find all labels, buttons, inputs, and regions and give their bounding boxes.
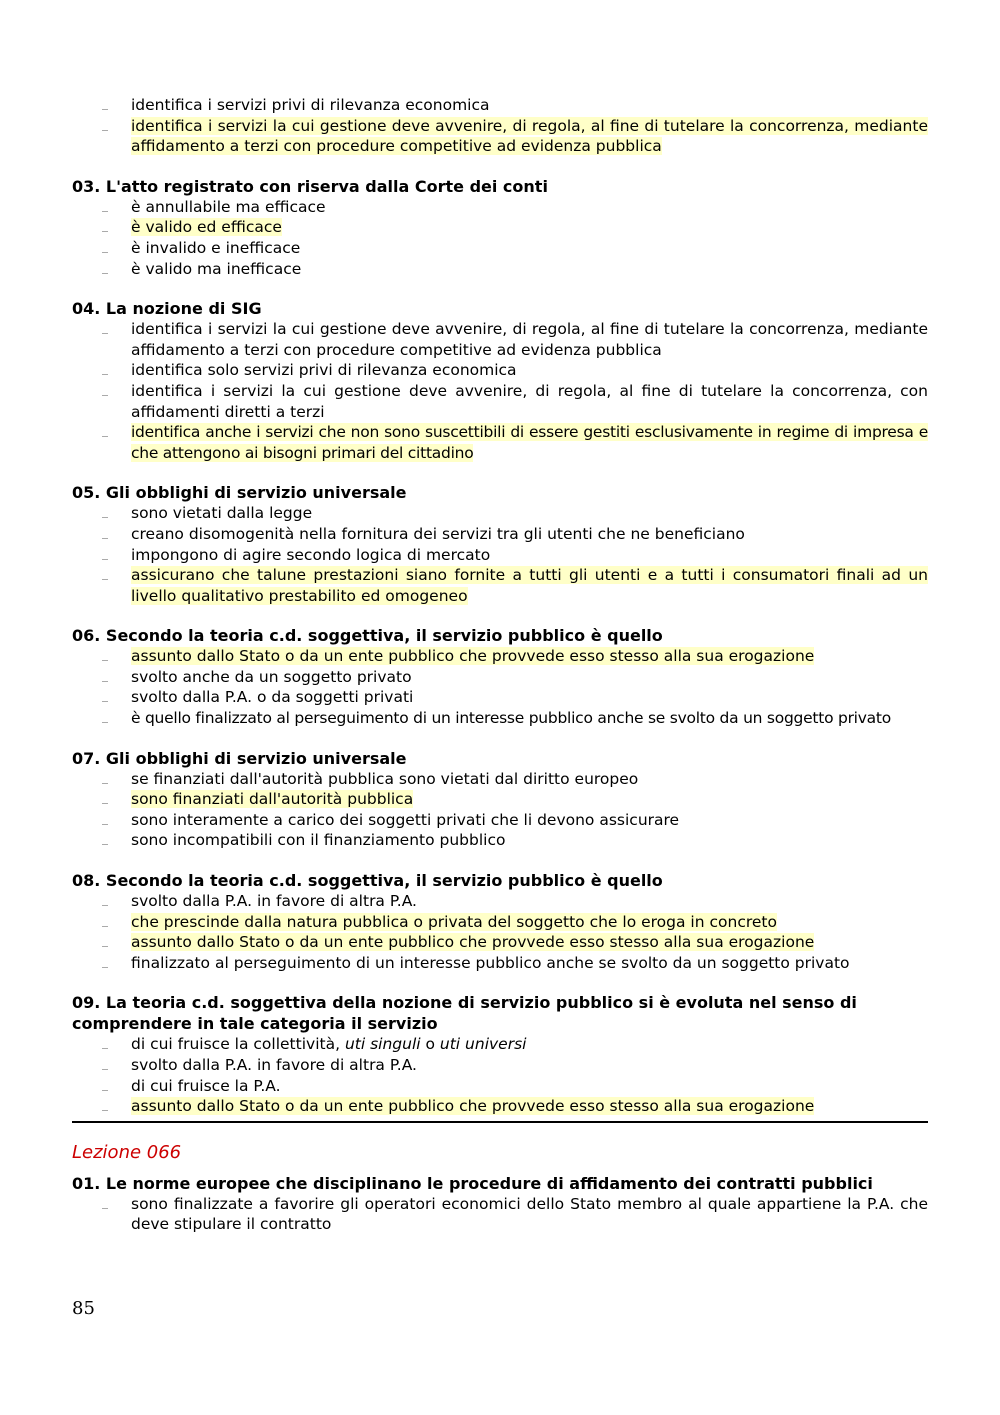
- answer-option-correct: che prescinde dalla natura pubblica o privata del soggetto che lo eroga in concreto: [72, 912, 928, 933]
- answer-option: di cui fruisce la collettività, uti singuli o uti universi: [72, 1034, 928, 1055]
- answer-option: svolto anche da un soggetto privato: [72, 667, 928, 688]
- question-05: [72, 482, 928, 606]
- question-04: [72, 298, 928, 463]
- question-title: 08. Secondo la teoria c.d. soggettiva, il servizio pubblico è quello: [72, 871, 663, 891]
- answer-option-correct: assicurano che talune prestazioni siano fornite a tutti gli utenti e a tutti i consumatori finali ad un livello qualitativo prestabilito ed omogeneo: [72, 565, 928, 606]
- answer-option: finalizzato al perseguimento di un interesse pubblico anche se svolto da un soggetto privato: [72, 953, 928, 974]
- answer-option: impongono di agire secondo logica di mercato: [72, 545, 928, 566]
- question-title: 07. Gli obblighi di servizio universale: [72, 748, 407, 768]
- question-07: [72, 748, 928, 851]
- question-title: 03. L'atto registrato con riserva dalla Corte dei conti: [72, 176, 548, 196]
- question-09: [72, 992, 928, 1116]
- question-03: [72, 176, 928, 279]
- answer-list: [72, 503, 928, 606]
- question-06: [72, 625, 928, 728]
- answer-list: [72, 319, 928, 463]
- question-08: [72, 870, 928, 973]
- answer-option: di cui fruisce la P.A.: [72, 1076, 928, 1097]
- lesson-heading: Lezione 066: [72, 1141, 182, 1163]
- answer-list: [72, 1034, 928, 1116]
- answer-option-correct: assunto dallo Stato o da un ente pubblico che provvede esso stesso alla sua erogazione: [72, 932, 928, 953]
- answer-option: è annullabile ma efficace: [72, 197, 928, 218]
- answer-option: sono interamente a carico dei soggetti privati che li devono assicurare: [72, 810, 928, 831]
- section-divider: [72, 1121, 928, 1123]
- question-title: 04. La nozione di SIG: [72, 299, 262, 319]
- answer-option: se finanziati dall'autorità pubblica sono vietati dal diritto europeo: [72, 769, 928, 790]
- document-page: [72, 95, 928, 1254]
- page-number: 85: [72, 1298, 95, 1319]
- answer-option: identifica i servizi la cui gestione deve avvenire, di regola, al fine di tutelare la concorrenza, con affidamenti diretti a terzi: [72, 381, 928, 422]
- answer-option: è quello finalizzato al perseguimento di un interesse pubblico anche se svolto da un soggetto privato: [72, 708, 928, 729]
- question-title: 09. La teoria c.d. soggettiva della nozione di servizio pubblico si è evoluta nel senso di comprendere in tale categoria il servizio: [72, 993, 857, 1034]
- answer-list: [72, 95, 928, 157]
- answer-option-correct: identifica i servizi la cui gestione deve avvenire, di regola, al fine di tutelare la concorrenza, mediante affidamento a terzi con procedure competitive ad evidenza pubblica: [72, 116, 928, 157]
- answer-option: sono incompatibili con il finanziamento pubblico: [72, 830, 928, 851]
- lesson-question-01: [72, 1173, 928, 1235]
- question-02-continued: [72, 95, 928, 157]
- answer-option-correct: assunto dallo Stato o da un ente pubblico che provvede esso stesso alla sua erogazione: [72, 646, 928, 667]
- answer-list: [72, 646, 928, 728]
- answer-option: svolto dalla P.A. o da soggetti privati: [72, 687, 928, 708]
- answer-option: è invalido e inefficace: [72, 238, 928, 259]
- answer-list: [72, 197, 928, 279]
- answer-option: è valido ma inefficace: [72, 259, 928, 280]
- answer-option: creano disomogenità nella fornitura dei servizi tra gli utenti che ne beneficiano: [72, 524, 928, 545]
- answer-option: identifica i servizi privi di rilevanza economica: [72, 95, 928, 116]
- answer-option: sono vietati dalla legge: [72, 503, 928, 524]
- question-title: 06. Secondo la teoria c.d. soggettiva, il servizio pubblico è quello: [72, 626, 663, 646]
- answer-option-correct: sono finanziati dall'autorità pubblica: [72, 789, 928, 810]
- answer-option: svolto dalla P.A. in favore di altra P.A.: [72, 1055, 928, 1076]
- answer-option: identifica solo servizi privi di rilevanza economica: [72, 360, 928, 381]
- answer-list: [72, 1194, 928, 1235]
- answer-list: [72, 769, 928, 851]
- answer-list: [72, 891, 928, 973]
- answer-option-correct: identifica anche i servizi che non sono suscettibili di essere gestiti esclusivamente in regime di impresa e che attengono ai bisogni primari del cittadino: [72, 422, 928, 463]
- answer-option: identifica i servizi la cui gestione deve avvenire, di regola, al fine di tutelare la concorrenza, mediante affidamento a terzi con procedure competitive ad evidenza pubblica: [72, 319, 928, 360]
- answer-option: sono finalizzate a favorire gli operatori economici dello Stato membro al quale appartiene la P.A. che deve stipulare il contratto: [72, 1194, 928, 1235]
- question-title: 05. Gli obblighi di servizio universale: [72, 483, 407, 503]
- answer-option: svolto dalla P.A. in favore di altra P.A.: [72, 891, 928, 912]
- question-title: 01. Le norme europee che disciplinano le procedure di affidamento dei contratti pubblici: [72, 1173, 873, 1193]
- answer-option-correct: è valido ed efficace: [72, 217, 928, 238]
- answer-option-correct: assunto dallo Stato o da un ente pubblico che provvede esso stesso alla sua erogazione: [72, 1096, 928, 1117]
